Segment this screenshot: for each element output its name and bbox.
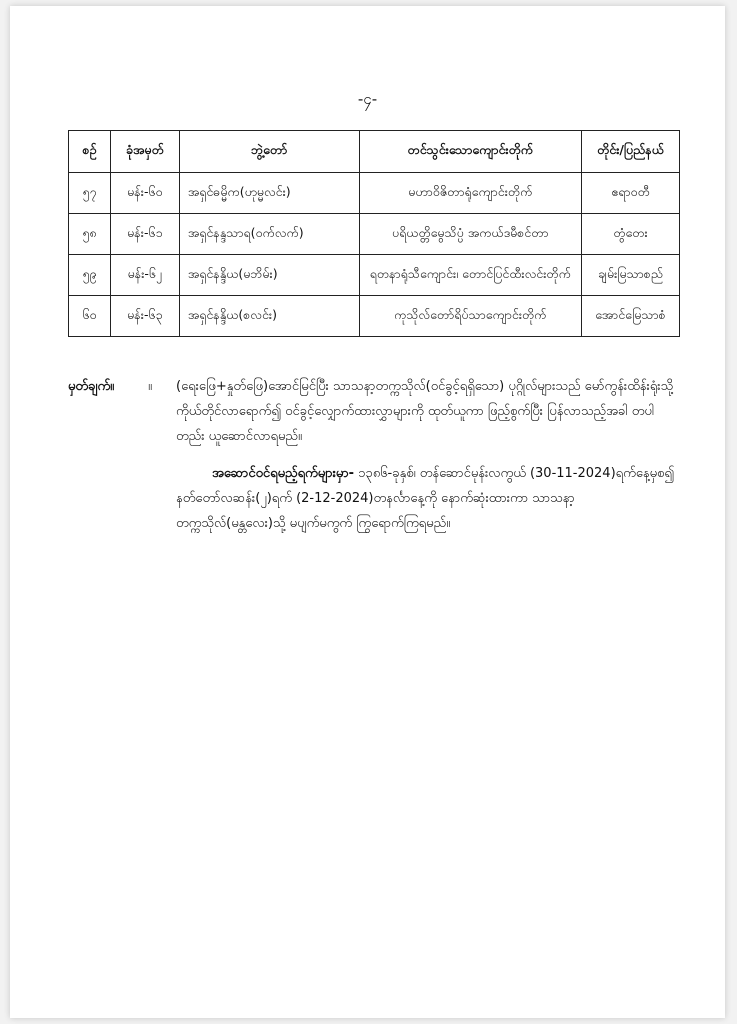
cell-monastery: ပရိယတ္တိမွေသိပ္ပံ အကယ်ဒမီစင်တာ xyxy=(359,214,581,255)
cell-title: အရှင်နန္ဒိယ(စလင်း) xyxy=(179,296,359,337)
cell-serial: ၅၇ xyxy=(69,173,111,214)
header-region: တိုင်း/ပြည်နယ် xyxy=(581,131,679,173)
cell-monastery: မဟာဝိဇိတာရုံကျောင်းတိုက် xyxy=(359,173,581,214)
table-row xyxy=(69,214,680,255)
header-seat-no: ခုံအမှတ် xyxy=(110,131,179,173)
cell-title: အရှင်နန္ဒသာရ(ဝက်လက်) xyxy=(179,214,359,255)
header-monastery: တင်သွင်းသောကျောင်းတိုက် xyxy=(359,131,581,173)
table-row xyxy=(69,173,680,214)
cell-region: ဧရာဝတီ xyxy=(581,173,679,214)
note-label: မှတ်ချက်။ xyxy=(68,379,115,394)
note-separator: ။ xyxy=(148,379,152,394)
cell-monastery: ကုသိုလ်တော်ရိပ်သာကျောင်းတိုက် xyxy=(359,296,581,337)
cell-title: အရှင်နန္ဒိယ(မဘိမ်း) xyxy=(179,255,359,296)
header-title: ဘွဲ့တော် xyxy=(179,131,359,173)
cell-region: အောင်မြေသာစံ xyxy=(581,296,679,337)
cell-region: ချမ်းမြသာစည် xyxy=(581,255,679,296)
dormitory-text: ၁၃၈၆-ခုနှစ်၊ တန်ဆောင်မုန်းလကွယ် (30-11-2024)ရက်နေ့မှစ၍ နတ်တော်လဆန်း(၂)ရက် (2-12-2024)တနင်္လာနေ့ကို နောက်ဆုံးထားကာ သာသနာ့တက္ကသိုလ်(မန္တလေး)သို့ မပျက်မကွက် ကြွရောက်ကြရမည်။ xyxy=(176,466,675,531)
cell-title: အရှင်ဓမ္မိက(ဟုမ္မလင်း) xyxy=(179,173,359,214)
candidate-table xyxy=(68,130,680,337)
cell-serial: ၆၀ xyxy=(69,296,111,337)
note-text: (ရေးဖြေ+နှုတ်ဖြေ)အောင်မြင်ပြီး သာသနာ့တက္ကသိုလ်(ဝင်ခွင့်ရရှိသော) ပုဂ္ဂိုလ်များသည် မော်ကွန်းထိန်းရုံးသို့ ကိုယ်တိုင်လာရောက်၍ ဝင်ခွင့်လျှောက်ထားလွှာများကို ထုတ်ယူကာ ဖြည့်စွက်ပြီး ပြန်လာသည့်အခါ တပါတည်း ယူဆောင်လာရမည်။ xyxy=(176,379,674,444)
dormitory-lead: အဆောင်ဝင်ရမည့်ရက်များမှာ- xyxy=(212,466,355,481)
table-row xyxy=(69,255,680,296)
cell-seat-no: မန်း-၆၀ xyxy=(110,173,179,214)
cell-region: တွံတေး xyxy=(581,214,679,255)
document-page xyxy=(10,6,725,1018)
cell-serial: ၅၈ xyxy=(69,214,111,255)
cell-monastery: ရတနာရုံသီကျောင်း၊ တောင်ပြင်ထီးလင်းတိုက် xyxy=(359,255,581,296)
page-number: -၄- xyxy=(357,90,378,108)
table-row xyxy=(69,296,680,337)
dormitory-paragraph xyxy=(176,461,678,536)
note-section xyxy=(68,374,678,449)
cell-seat-no: မန်း-၆၁ xyxy=(110,214,179,255)
table-header-row xyxy=(69,131,680,173)
cell-seat-no: မန်း-၆၂ xyxy=(110,255,179,296)
cell-serial: ၅၉ xyxy=(69,255,111,296)
cell-seat-no: မန်း-၆၃ xyxy=(110,296,179,337)
header-serial: စဉ် xyxy=(69,131,111,173)
